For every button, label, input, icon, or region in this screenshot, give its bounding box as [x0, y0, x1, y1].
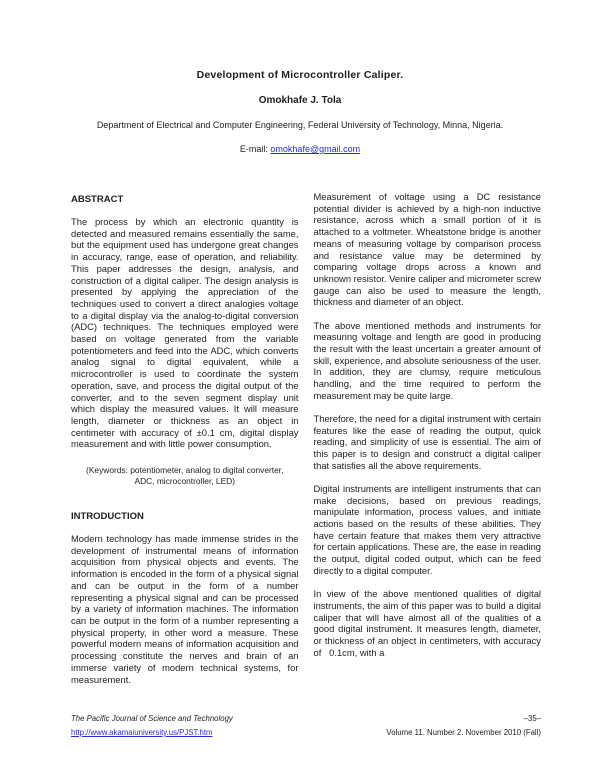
- introduction-heading: INTRODUCTION: [71, 511, 144, 523]
- body-paragraph: In view of the above mentioned qualities of digital instruments, the aim of this paper was to build a digital caliper that will have almost all of the qualities of a good digital instrument. It measures length, diameter, or thickness of an object in centimeters, with accuracy of 0.1cm, with a: [313, 588, 541, 658]
- body-paragraph: The above mentioned methods and instruments for measuring voltage and length are good in producing the result with the least uncertain a greater amount of skill, experience, and absolute seriousness of the user. In addition, they are clumsy, require meticulous handling, and the time required to perform the measurement may be quite large.: [313, 319, 541, 401]
- body-paragraph: Measurement of voltage using a DC resistance potential divider is achieved by a high-non inductive resistance, across which a small portion of it is attached to a voltmeter. Wheatstone bridge is another means of measuring voltage by comparison process and resistance value may be determined by comparing voltage drops across a known and unknown resistor. Venire caliper and micrometer screw gauge can also be used to measure the length, thickness and diameter of an object.: [313, 191, 541, 308]
- two-column-body: [71, 191, 541, 685]
- left-column: [71, 191, 299, 685]
- keywords-line: (Keywords: potentiometer, analog to digital converter, ADC, microcontroller, LED): [86, 465, 284, 487]
- right-column: [314, 191, 542, 685]
- abstract-heading: ABSTRACT: [71, 194, 124, 205]
- email-label: E-mail:: [239, 144, 271, 154]
- footer-journal-block: [71, 712, 233, 740]
- email-link[interactable]: omokhafe@gmail.com: [270, 144, 361, 154]
- introduction-paragraph: Modern technology has made immense strides in the development of instrumental means of information acquisition from physical objects and events. The information is encoded in the form of a physical signal and can be output in the form of a number representing a physical signal and can be processed by a variety of information machines. The information can be output in the form of a number representing a physical property, in other word a measure. These powerful modern means of information acquisition and processing constitute the nerves and brain of an immerse variety of modern technical systems, for measurement.: [71, 533, 299, 685]
- abstract-paragraph: The process by which an electronic quantity is detected and measured remains essentially the same, but the equipment used has undergone great changes in accuracy, range, ease of operation, and reliability. This paper addresses the design, analysis, and construction of a digital caliper. The design analysis is presented by applying the appreciation of the techniques used to convert a direct analogies voltage to a digital display via the analog-to-digital conversion (ADC) techniques. The techniques employed were based on voltage generated from the variable potentiometers and feed into the ADC, which converts analog signal to digital equivalent, while a microcontroller is used to coordinate the system operation, save, and process the digital output of the converter, and to the seven segment display unit which display the measured values. It will measure length, diameter or thickness as an object in centimeter with accuracy of ±0.1 cm, digital display measurement and with little power consumption.: [71, 216, 299, 450]
- journal-name: The Pacific Journal of Science and Technology: [71, 714, 233, 723]
- paper-header: [0, 69, 600, 154]
- body-paragraph: Digital instruments are intelligent instruments that can make decisions, based on previous readings, manipulate information, process values, and initiate actions based on the results of these abilities. They have certain feature that makes them very attractive for certain applications. These are, the ease in reading the output, digital coded output, which can be feed directly to a digital computer.: [313, 482, 541, 576]
- page-footer: [71, 712, 541, 740]
- body-paragraph: Therefore, the need for a digital instrument with certain features like the ease of reading the output, quick reading, and simplicity of use is essential. The aim of this paper is to design and construct a digital caliper that satisfies all the above requirements.: [313, 412, 541, 471]
- page-number: –35–: [523, 714, 541, 723]
- footer-issue-block: [386, 712, 541, 740]
- author-name: Omokhafe J. Tola: [258, 95, 342, 106]
- journal-url-link[interactable]: http://www.akamaiuniversity.us/PJST.htm: [71, 728, 213, 737]
- paper-title: Development of Microcontroller Caliper.: [196, 69, 404, 81]
- affiliation: Department of Electrical and Computer Engineering, Federal University of Technology, Minna, Nigeria.: [96, 120, 504, 130]
- email-line: [0, 144, 600, 154]
- issue-info: Volume 11. Number 2. November 2010 (Fall): [386, 728, 541, 737]
